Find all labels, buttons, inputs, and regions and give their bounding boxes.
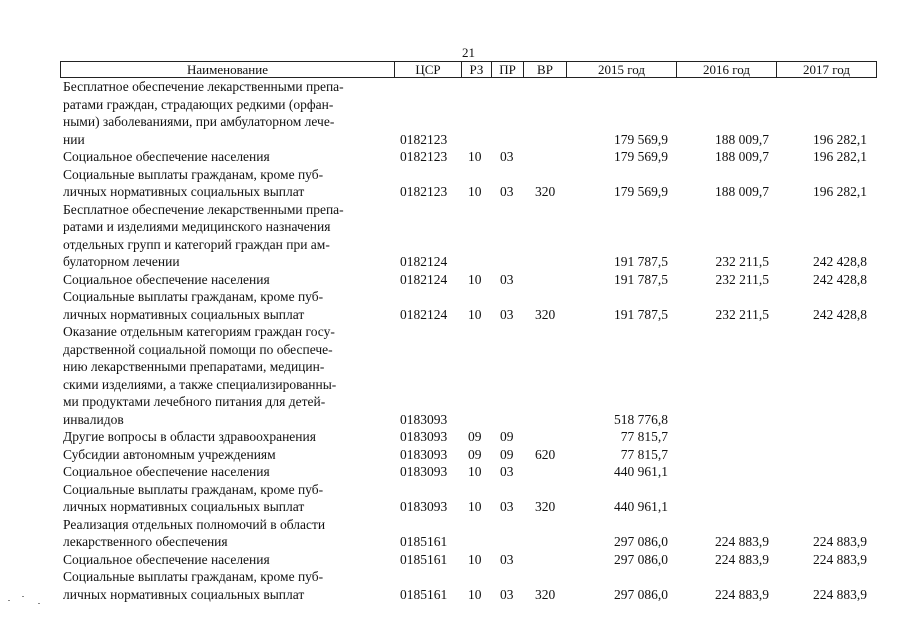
row-pr: 03 (500, 149, 514, 164)
row-csr: 0182124 (400, 306, 448, 322)
row-2016: 224 883,9 (715, 551, 769, 567)
row-pr: 03 (500, 586, 514, 602)
row-name-line: булаторном лечении (63, 254, 180, 269)
table-row (0, 446, 905, 464)
row-name-line: Оказание отдельным категориям граждан госу- (63, 324, 335, 339)
row-2017: 196 282,1 (813, 184, 867, 199)
row-name (63, 551, 393, 569)
header-vr: ВР (524, 62, 567, 77)
row-2015: 297 086,0 (614, 586, 668, 602)
row-pr: 03 (500, 184, 514, 199)
row-csr: 0185161 (400, 586, 448, 602)
row-name-line: Реализация отдельных полномочий в области (63, 516, 326, 532)
row-csr: 0185161 (400, 551, 448, 567)
row-csr: 0182123 (400, 184, 448, 199)
row-name-line: дарственной социальной помощи по обеспече- (63, 341, 333, 357)
row-csr: 0183093 (400, 464, 448, 479)
table-row (0, 481, 905, 516)
row-rz: 10 (468, 149, 482, 164)
row-name-line: Социальные выплаты гражданам, кроме пуб- (63, 166, 324, 182)
row-name (63, 271, 393, 289)
row-name (63, 463, 393, 481)
row-vr: 320 (535, 184, 556, 199)
row-name-line: Социальные выплаты гражданам, кроме пуб- (63, 481, 324, 497)
row-pr: 03 (500, 306, 514, 322)
scan-speck (38, 603, 40, 604)
row-2017: 242 428,8 (813, 254, 867, 269)
row-2015: 297 086,0 (614, 551, 668, 567)
row-2015: 191 787,5 (614, 254, 668, 269)
row-2015: 191 787,5 (614, 306, 668, 322)
header-name: Наименование (61, 62, 395, 77)
row-name (63, 323, 393, 428)
table-row (0, 166, 905, 201)
table-row (0, 271, 905, 289)
table-row (0, 463, 905, 481)
row-2017: 224 883,9 (813, 551, 867, 567)
row-2015: 518 776,8 (614, 411, 668, 427)
row-vr: 320 (535, 306, 556, 322)
row-csr: 0183093 (400, 411, 448, 427)
row-rz: 10 (468, 586, 482, 602)
row-rz: 10 (468, 306, 482, 322)
row-csr: 0182123 (400, 149, 448, 164)
row-name-line: ратами и изделиями медицинского назначения (63, 219, 331, 234)
row-2015: 440 961,1 (614, 499, 668, 514)
row-name (63, 481, 393, 516)
row-name-line: Бесплатное обеспечение лекарственными препа- (63, 79, 344, 94)
row-name-line: ратами граждан, страдающих редкими (орфан- (63, 96, 334, 112)
row-csr: 0183093 (400, 446, 448, 462)
table-row (0, 148, 905, 166)
row-name (63, 516, 393, 551)
table-row (0, 201, 905, 271)
row-name-line: Социальное обеспечение населения (63, 464, 270, 479)
row-name-line: личных нормативных социальных выплат (63, 586, 305, 602)
table-row (0, 323, 905, 428)
row-name-line: личных нормативных социальных выплат (63, 499, 305, 514)
row-2017: 224 883,9 (813, 534, 867, 549)
row-name (63, 148, 393, 166)
row-rz: 10 (468, 551, 482, 567)
table-row (0, 516, 905, 551)
header-2016: 2016 год (677, 62, 777, 77)
row-pr: 03 (500, 464, 514, 479)
row-pr: 03 (500, 499, 514, 514)
row-2015: 297 086,0 (614, 534, 668, 549)
row-csr: 0182124 (400, 254, 448, 269)
row-name-line: личных нормативных социальных выплат (63, 184, 305, 199)
row-csr: 0182124 (400, 271, 448, 287)
header-rz: РЗ (462, 62, 492, 77)
row-2017: 196 282,1 (813, 131, 867, 147)
row-pr: 03 (500, 551, 514, 567)
row-2015: 77 815,7 (620, 446, 668, 462)
row-vr: 320 (535, 499, 556, 514)
page-number: 21 (462, 45, 475, 60)
row-name-line: Социальное обеспечение населения (63, 149, 270, 164)
row-name (63, 201, 393, 271)
row-rz: 09 (468, 446, 482, 462)
row-2015: 440 961,1 (614, 464, 668, 479)
row-2017: 196 282,1 (813, 149, 867, 164)
row-2015: 191 787,5 (614, 271, 668, 287)
row-pr: 09 (500, 429, 514, 444)
row-2016: 232 211,5 (715, 306, 769, 322)
row-csr: 0183093 (400, 499, 448, 514)
row-2016: 224 883,9 (715, 534, 769, 549)
table-header (60, 61, 877, 78)
row-2015: 179 569,9 (614, 131, 668, 147)
row-name-line: Социальные выплаты гражданам, кроме пуб- (63, 569, 324, 584)
row-2017: 242 428,8 (813, 271, 867, 287)
row-name-line: Другие вопросы в области здравоохранения (63, 429, 316, 444)
row-pr: 09 (500, 446, 514, 462)
row-name-line: Субсидии автономным учреждениям (63, 446, 276, 462)
row-2016: 232 211,5 (715, 271, 769, 287)
row-name (63, 78, 393, 148)
row-name-line: личных нормативных социальных выплат (63, 306, 305, 322)
row-2015: 179 569,9 (614, 149, 668, 164)
table-row (0, 78, 905, 148)
row-2016: 224 883,9 (715, 586, 769, 602)
row-2016: 188 009,7 (715, 149, 769, 164)
row-name (63, 428, 393, 446)
row-name-line: Социальные выплаты гражданам, кроме пуб- (63, 289, 324, 304)
row-2016: 188 009,7 (715, 131, 769, 147)
row-rz: 10 (468, 464, 482, 479)
row-name-line: нию лекарственными препаратами, медицин- (63, 359, 325, 374)
table-row (0, 568, 905, 603)
row-csr: 0185161 (400, 534, 448, 549)
row-name (63, 166, 393, 201)
row-name-line: ными) заболеваниями, при амбулаторном лече- (63, 114, 335, 129)
row-name-line: Бесплатное обеспечение лекарственными препа- (63, 201, 344, 217)
row-name-line: Социальное обеспечение населения (63, 551, 270, 567)
row-name-line: скими изделиями, а также специализированны- (63, 376, 337, 392)
row-rz: 09 (468, 429, 482, 444)
row-rz: 10 (468, 499, 482, 514)
table-row (0, 551, 905, 569)
row-name-line: лекарственного обеспечения (63, 534, 228, 549)
table-row (0, 428, 905, 446)
row-name (63, 446, 393, 464)
row-2015: 179 569,9 (614, 184, 668, 199)
row-name-line: отдельных групп и категорий граждан при ам- (63, 236, 330, 252)
row-pr: 03 (500, 271, 514, 287)
row-csr: 0182123 (400, 131, 448, 147)
row-2017: 224 883,9 (813, 586, 867, 602)
row-2016: 188 009,7 (715, 184, 769, 199)
scan-speck (8, 600, 10, 601)
row-name-line: нии (63, 131, 85, 147)
row-csr: 0183093 (400, 429, 448, 444)
row-name (63, 288, 393, 323)
row-vr: 320 (535, 586, 556, 602)
header-2017: 2017 год (803, 62, 850, 77)
row-2017: 242 428,8 (813, 306, 867, 322)
row-vr: 620 (535, 446, 556, 462)
header-csr: ЦСР (395, 62, 462, 77)
row-rz: 10 (468, 184, 482, 199)
table-row (0, 288, 905, 323)
scan-speck (22, 596, 24, 597)
row-name (63, 568, 393, 603)
row-2015: 77 815,7 (620, 429, 668, 444)
row-name-line: инвалидов (63, 411, 124, 427)
row-2016: 232 211,5 (715, 254, 769, 269)
row-name-line: ми продуктами лечебного питания для детей- (63, 394, 326, 409)
header-pr: ПР (492, 62, 524, 77)
header-2015: 2015 год (567, 62, 677, 77)
row-rz: 10 (468, 271, 482, 287)
row-name-line: Социальное обеспечение населения (63, 271, 270, 287)
